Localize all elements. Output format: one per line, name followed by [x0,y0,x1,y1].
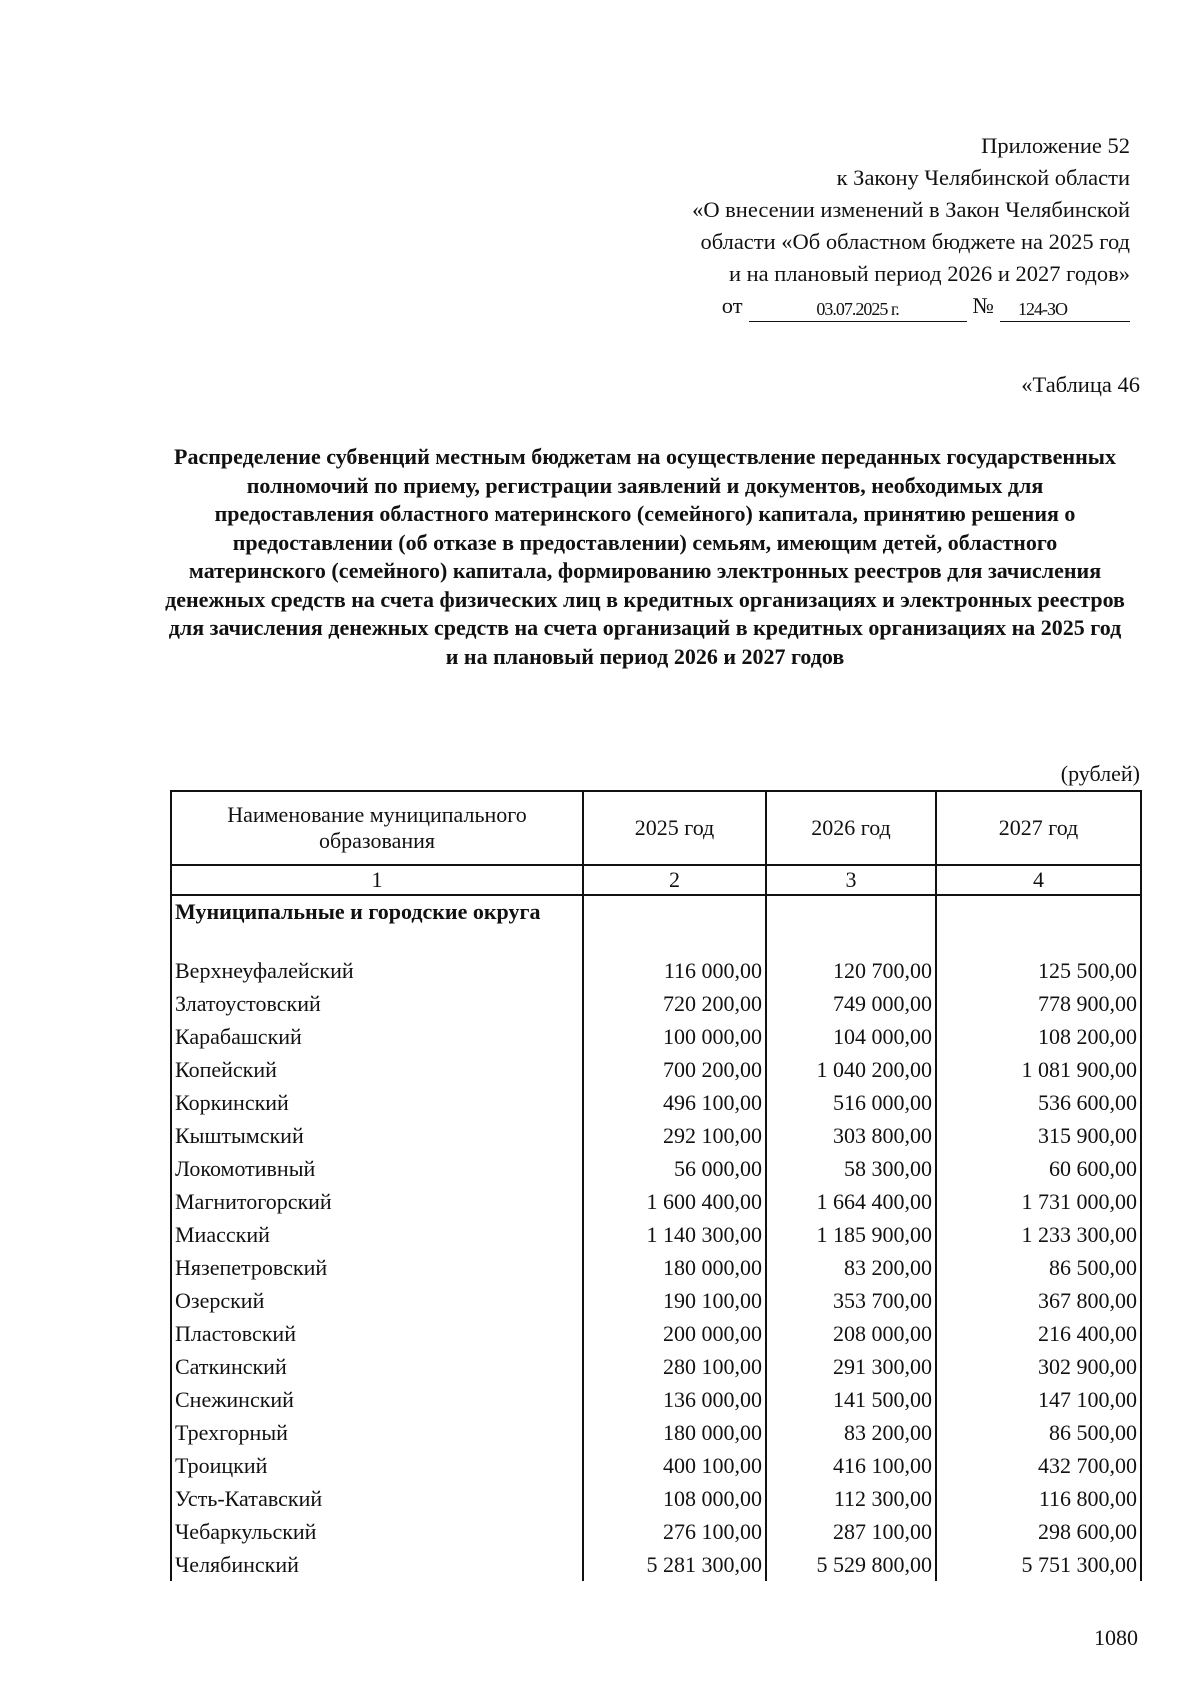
appendix-title: Приложение 52 [981,133,1130,158]
table-row [171,1317,1141,1350]
municipality-name: Магнитогорский [171,1185,583,1218]
value-2027: 216 400,00 [936,1317,1141,1350]
municipality-name: Коркинский [171,1086,583,1119]
value-2027: 315 900,00 [936,1119,1141,1152]
table-row [171,1251,1141,1284]
value-2025: 5 281 300,00 [583,1548,766,1581]
table-row [171,1350,1141,1383]
municipality-name: Верхнеуфалейский [171,954,583,987]
value-2027: 108 200,00 [936,1020,1141,1053]
value-2025: 100 000,00 [583,1020,766,1053]
value-2026: 83 200,00 [766,1251,936,1284]
value-2027: 60 600,00 [936,1152,1141,1185]
value-2027: 432 700,00 [936,1449,1141,1482]
table-row [171,1152,1141,1185]
table-row [171,1218,1141,1251]
value-2027: 298 600,00 [936,1515,1141,1548]
value-2027: 86 500,00 [936,1251,1141,1284]
table-row [171,1119,1141,1152]
value-2025: 180 000,00 [583,1251,766,1284]
value-2027: 5 751 300,00 [936,1548,1141,1581]
empty-cell [766,895,936,954]
value-2025: 136 000,00 [583,1383,766,1416]
value-2025: 190 100,00 [583,1284,766,1317]
value-2025: 720 200,00 [583,987,766,1020]
value-2026: 120 700,00 [766,954,936,987]
value-2026: 83 200,00 [766,1416,936,1449]
municipality-name: Пластовский [171,1317,583,1350]
units-label: (рублей) [1060,761,1140,786]
appendix-law-title-1: «О внесении изменений в Закон Челябинской [692,197,1130,222]
law-number: 124-ЗО [1000,297,1130,322]
value-2025: 108 000,00 [583,1482,766,1515]
value-2025: 276 100,00 [583,1515,766,1548]
header-2025: 2025 год [583,791,766,865]
value-2027: 147 100,00 [936,1383,1141,1416]
value-2025: 1 600 400,00 [583,1185,766,1218]
appendix-law-title-2: области «Об областном бюджете на 2025 год [700,229,1130,254]
table-row [171,1053,1141,1086]
municipality-name: Копейский [171,1053,583,1086]
table-row [171,1482,1141,1515]
law-date: 03.07.2025 г. [749,297,967,322]
value-2026: 112 300,00 [766,1482,936,1515]
empty-cell [583,895,766,954]
municipality-name: Златоустовский [171,987,583,1020]
municipality-name: Снежинский [171,1383,583,1416]
value-2027: 302 900,00 [936,1350,1141,1383]
value-2027: 86 500,00 [936,1416,1141,1449]
document-heading: Распределение субвенций местным бюджетам на осуществление переданных государственных полномочий по приему, регистрации заявлений и документов, необходимых для предоставления областного материнского (семейного) капитала, принятию решения о предоставлении (об отказе в предоставлении) семьям, имеющим детей, областного материнского (семейного) капитала, формированию электронных реестров для зачисления денежных средств на счета физических лиц в кредитных организациях и электронных реестров для зачисления денежных средств на счета организаций в кредитных организациях на 2025 год и на плановый период 2026 и 2027 годов [165,444,1125,669]
value-2027: 367 800,00 [936,1284,1141,1317]
value-2026: 291 300,00 [766,1350,936,1383]
value-2027: 1 233 300,00 [936,1218,1141,1251]
value-2026: 141 500,00 [766,1383,936,1416]
municipality-name: Саткинский [171,1350,583,1383]
value-2027: 778 900,00 [936,987,1141,1020]
appendix-date-line [570,290,1130,322]
value-2027: 1 731 000,00 [936,1185,1141,1218]
value-2026: 5 529 800,00 [766,1548,936,1581]
value-2026: 353 700,00 [766,1284,936,1317]
value-2025: 400 100,00 [583,1449,766,1482]
table-header-row [171,791,1141,865]
empty-cell [936,895,1141,954]
table-caption: «Таблица 46 [1021,372,1140,397]
value-2026: 58 300,00 [766,1152,936,1185]
value-2026: 749 000,00 [766,987,936,1020]
municipality-name: Озерский [171,1284,583,1317]
number-label: № [972,293,994,318]
value-2025: 700 200,00 [583,1053,766,1086]
value-2026: 208 000,00 [766,1317,936,1350]
column-index: 2 [583,865,766,895]
municipality-name: Кыштымский [171,1119,583,1152]
table-row [171,1284,1141,1317]
value-2026: 104 000,00 [766,1020,936,1053]
header-municipality: Наименование муниципального образования [171,791,583,865]
table-row [171,1515,1141,1548]
table-row [171,1548,1141,1581]
table-row [171,954,1141,987]
municipality-name: Чебаркульский [171,1515,583,1548]
table-row [171,987,1141,1020]
municipality-name: Миасский [171,1218,583,1251]
value-2026: 1 664 400,00 [766,1185,936,1218]
value-2027: 1 081 900,00 [936,1053,1141,1086]
value-2027: 116 800,00 [936,1482,1141,1515]
municipality-name: Троицкий [171,1449,583,1482]
group-row [171,895,1141,954]
group-title: Муниципальные и городские округа [171,895,583,954]
column-index: 3 [766,865,936,895]
value-2025: 292 100,00 [583,1119,766,1152]
column-index-row [171,865,1141,895]
value-2027: 125 500,00 [936,954,1141,987]
header-2026: 2026 год [766,791,936,865]
value-2025: 1 140 300,00 [583,1218,766,1251]
column-index: 1 [171,865,583,895]
column-index: 4 [936,865,1141,895]
value-2026: 287 100,00 [766,1515,936,1548]
municipality-name: Локомотивный [171,1152,583,1185]
value-2025: 116 000,00 [583,954,766,987]
subventions-table [170,790,1142,1581]
municipality-name: Челябинский [171,1548,583,1581]
value-2026: 416 100,00 [766,1449,936,1482]
appendix-law-ref: к Закону Челябинской области [836,165,1130,190]
header-2027: 2027 год [936,791,1141,865]
table-row [171,1086,1141,1119]
value-2026: 1 185 900,00 [766,1218,936,1251]
from-label: от [721,293,743,318]
municipality-name: Усть-Катавский [171,1482,583,1515]
value-2026: 303 800,00 [766,1119,936,1152]
value-2025: 180 000,00 [583,1416,766,1449]
value-2025: 200 000,00 [583,1317,766,1350]
value-2025: 280 100,00 [583,1350,766,1383]
page-number: 1080 [1094,1625,1138,1650]
appendix-law-title-3: и на плановый период 2026 и 2027 годов» [728,261,1130,286]
municipality-name: Нязепетровский [171,1251,583,1284]
table-row [171,1383,1141,1416]
municipality-name: Карабашский [171,1020,583,1053]
municipality-name: Трехгорный [171,1416,583,1449]
value-2026: 1 040 200,00 [766,1053,936,1086]
table-row [171,1020,1141,1053]
table-row [171,1416,1141,1449]
appendix-block [570,130,1130,322]
value-2025: 56 000,00 [583,1152,766,1185]
table-row [171,1449,1141,1482]
value-2026: 516 000,00 [766,1086,936,1119]
value-2025: 496 100,00 [583,1086,766,1119]
value-2027: 536 600,00 [936,1086,1141,1119]
table-row [171,1185,1141,1218]
